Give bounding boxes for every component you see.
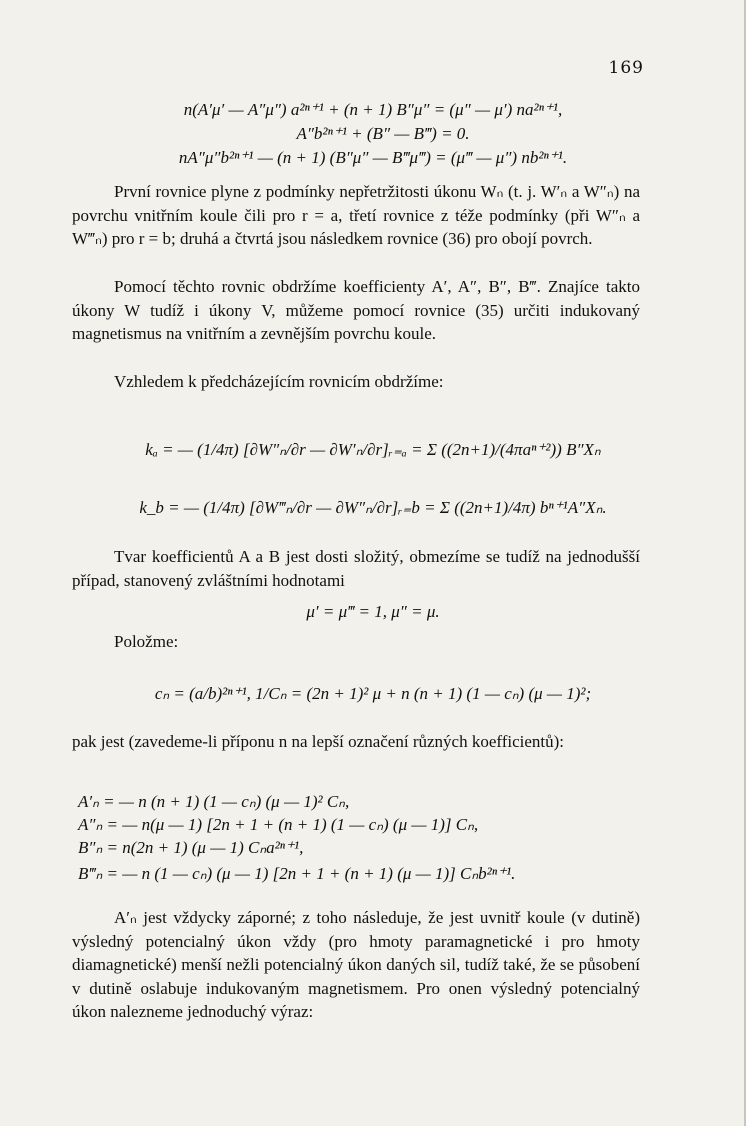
equation-line-3: nA″μ″b²ⁿ⁺¹ — (n + 1) (B″μ″ — B‴μ‴) = (μ‴ — μ″) nb²ⁿ⁺¹. bbox=[178, 148, 568, 167]
equation-mu: μ′ = μ‴ = 1, μ″ = μ. bbox=[306, 602, 440, 621]
coefficient-b-double-prime: B″ₙ = n(2n + 1) (μ — 1) Cₙa²ⁿ⁺¹, bbox=[78, 838, 304, 857]
equation-line-1: n(A′μ′ — A″μ″) a²ⁿ⁺¹ + (n + 1) B″μ″ = (μ″ — μ′) na²ⁿ⁺¹, bbox=[183, 100, 563, 119]
label-polozme: Položme: bbox=[114, 632, 179, 651]
paragraph-simplification: Tvar koefficientů A a B jest dosti složitý, obmezíme se tudíž na jednodušší případ, stanovený zvláštními hodnotami bbox=[72, 547, 640, 590]
paragraph-negative-coefficient: A′ₙ jest vždycky záporné; z toho následuje, že jest uvnitř koule (v dutině) výsledný potencialný úkon vždy (pro hmoty paramagnetické i pro hmoty diamagnetické) menší nežli potencialný úkon daných sil, tudíž také, že se působení v dutině oslabuje indukovaným magnetismem. Pro onen výsledný potencialný úkon nalezneme jednoduchý výraz: bbox=[72, 908, 640, 1022]
paragraph-continuity: První rovnice plyne z podmínky nepřetržitosti úkonu Wₙ (t. j. W′ₙ a W″ₙ) na povrchu vnitřním koule čili pro r = a, třetí rovnice z téže podmínky (při W″ₙ a W‴ₙ) pro r = b; druhá a čtvrtá jsou následkem rovnice (36) pro obojí povrch. bbox=[72, 182, 640, 249]
coefficient-a-double-prime: A″ₙ = — n(μ — 1) [2n + 1 + (n + 1) (1 — cₙ) (μ — 1)] Cₙ, bbox=[78, 815, 479, 834]
equation-ka: kₐ = — (1/4π) [∂W″ₙ/∂r — ∂W′ₙ/∂r]ᵣ₌ₐ = Σ ((2n+1)/(4πaⁿ⁺²)) B″Xₙ bbox=[145, 440, 601, 459]
equation-kb: k_b = — (1/4π) [∂W‴ₙ/∂r — ∂W″ₙ/∂r]ᵣ₌b = Σ ((2n+1)/4π) bⁿ⁺¹A″Xₙ. bbox=[139, 498, 607, 517]
paragraph-coefficients: Pomocí těchto rovnic obdržíme koefficienty A′, A″, B″, B‴. Znajíce takto úkony W tudíž i úkony V, můžeme pomocí rovnice (35) určiti indukovaný magnetismus na vnitřním a zevnějším povrchu koule. bbox=[72, 277, 640, 344]
paragraph-suffix: pak jest (zavedeme-li příponu n na lepší označení různých koefficientů): bbox=[72, 732, 565, 751]
paragraph-consequence: Vzhledem k předcházejícím rovnicím obdržíme: bbox=[114, 372, 444, 391]
coefficient-b-triple-prime: B‴ₙ = — n (1 — cₙ) (μ — 1) [2n + 1 + (n + 1) (μ — 1)] Cₙb²ⁿ⁺¹. bbox=[78, 864, 516, 883]
page-number: 169 bbox=[608, 58, 644, 78]
equation-line-2: A″b²ⁿ⁺¹ + (B″ — B‴) = 0. bbox=[296, 124, 470, 143]
coefficient-a-prime: A′ₙ = — n (n + 1) (1 — cₙ) (μ — 1)² Cₙ, bbox=[78, 792, 350, 811]
equation-cn: cₙ = (a/b)²ⁿ⁺¹, 1/Cₙ = (2n + 1)² μ + n (n + 1) (1 — cₙ) (μ — 1)²; bbox=[154, 684, 592, 703]
